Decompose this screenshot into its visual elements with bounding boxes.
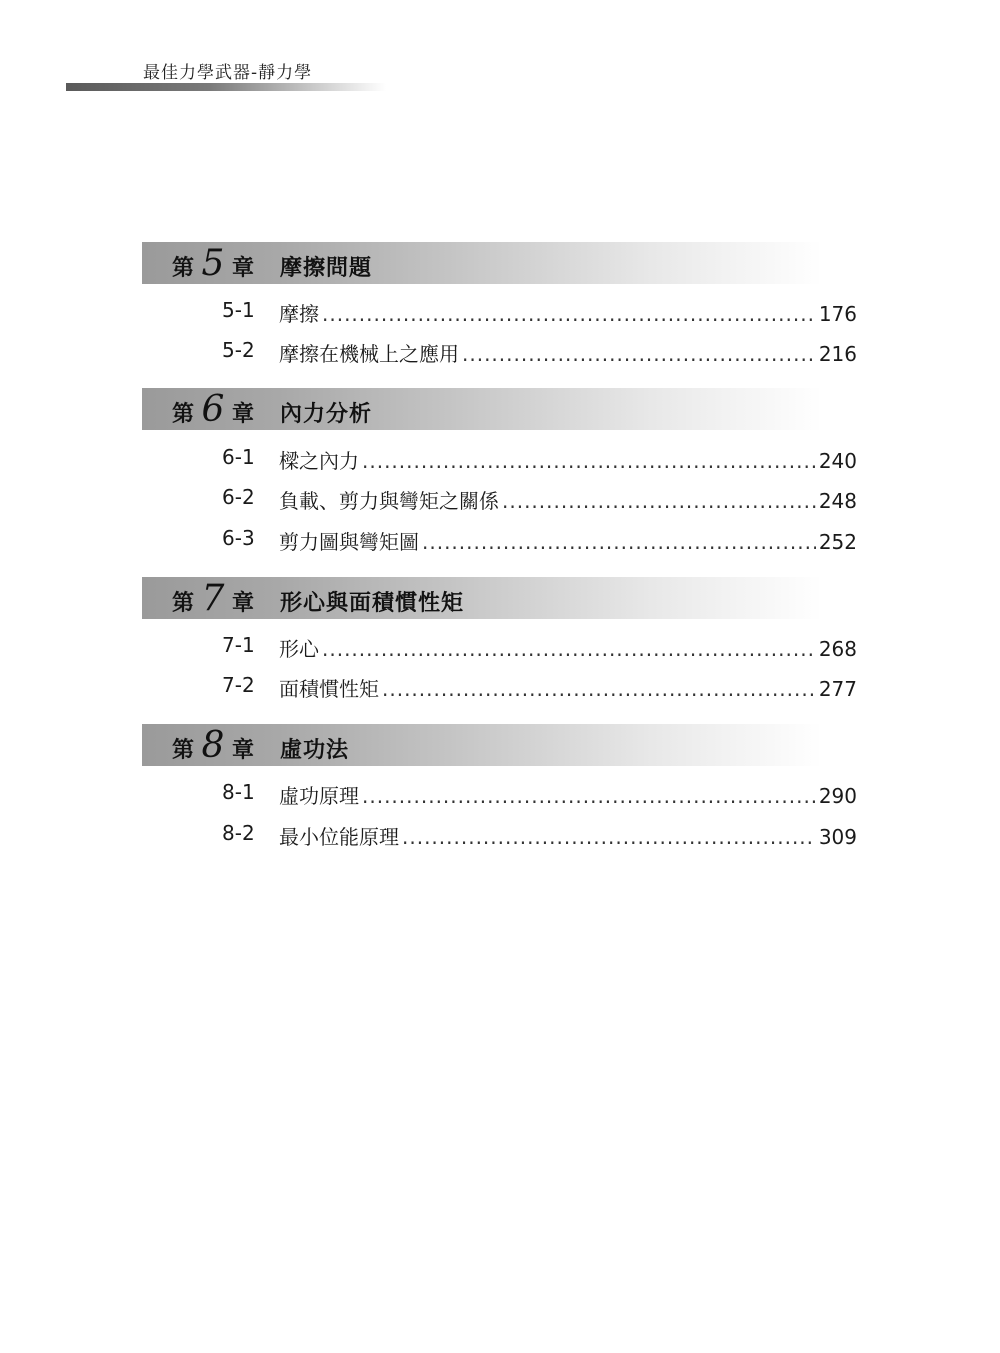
- page-number: 240: [818, 449, 857, 473]
- section-title: 最小位能原理: [279, 825, 399, 849]
- section-title: 摩擦: [279, 302, 319, 326]
- section-number: 6-1: [222, 445, 255, 469]
- dot-leader: [322, 302, 816, 326]
- toc-entry[interactable]: [0, 338, 1000, 368]
- toc-entry[interactable]: [0, 780, 1000, 810]
- page-number: 176: [818, 302, 857, 326]
- section-title: 形心: [279, 637, 319, 661]
- running-header-title: 最佳力學武器-靜力學: [143, 63, 313, 83]
- section-title: 摩擦在機械上之應用: [279, 342, 459, 366]
- section-number: 6-3: [222, 526, 255, 550]
- section-title: 面積慣性矩: [279, 677, 379, 701]
- page-number: 290: [818, 784, 857, 808]
- page-number: 309: [818, 825, 857, 849]
- chapter-title: 形心與面積慣性矩: [280, 591, 465, 616]
- chapter-suffix: 章: [232, 256, 255, 281]
- page-number: 277: [818, 677, 857, 701]
- chapter-prefix: 第: [172, 402, 195, 427]
- section-title: 負載、剪力與彎矩之關係: [279, 489, 499, 513]
- chapter-suffix: 章: [232, 402, 255, 427]
- chapter-prefix: 第: [172, 256, 195, 281]
- section-number: 6-2: [222, 485, 255, 509]
- toc-entry[interactable]: [0, 821, 1000, 851]
- section-title: 剪力圖與彎矩圖: [279, 530, 419, 554]
- dot-leader: [462, 342, 816, 366]
- chapter-number: 8: [201, 725, 225, 766]
- chapter-prefix: 第: [172, 738, 195, 763]
- dot-leader: [382, 677, 816, 701]
- chapter-prefix: 第: [172, 591, 195, 616]
- chapter-title: 內力分析: [280, 402, 373, 427]
- section-number: 5-1: [222, 298, 255, 322]
- chapter-suffix: 章: [232, 591, 255, 616]
- section-title: 虛功原理: [279, 784, 359, 808]
- dot-leader: [362, 449, 816, 473]
- chapter-number: 6: [201, 389, 225, 430]
- dot-leader: [422, 530, 816, 554]
- dot-leader: [362, 784, 816, 808]
- toc-entry[interactable]: [0, 633, 1000, 663]
- section-number: 8-2: [222, 821, 255, 845]
- section-number: 7-1: [222, 633, 255, 657]
- page-number: 252: [818, 530, 857, 554]
- toc-entry[interactable]: [0, 673, 1000, 703]
- dot-leader: [322, 637, 816, 661]
- page-number: 248: [818, 489, 857, 513]
- toc-entry[interactable]: [0, 445, 1000, 475]
- section-title: 樑之內力: [279, 449, 359, 473]
- section-number: 5-2: [222, 338, 255, 362]
- chapter-suffix: 章: [232, 738, 255, 763]
- section-number: 8-1: [222, 780, 255, 804]
- page-number: 216: [818, 342, 857, 366]
- header-rule: [66, 83, 386, 91]
- toc-entry[interactable]: [0, 526, 1000, 556]
- chapter-number: 7: [201, 578, 225, 619]
- dot-leader: [402, 825, 816, 849]
- toc-entry[interactable]: [0, 298, 1000, 328]
- toc-entry[interactable]: [0, 485, 1000, 515]
- dot-leader: [502, 489, 816, 513]
- section-number: 7-2: [222, 673, 255, 697]
- chapter-title: 虛功法: [280, 738, 350, 763]
- page-number: 268: [818, 637, 857, 661]
- chapter-title: 摩擦問題: [280, 256, 373, 281]
- chapter-number: 5: [201, 243, 225, 284]
